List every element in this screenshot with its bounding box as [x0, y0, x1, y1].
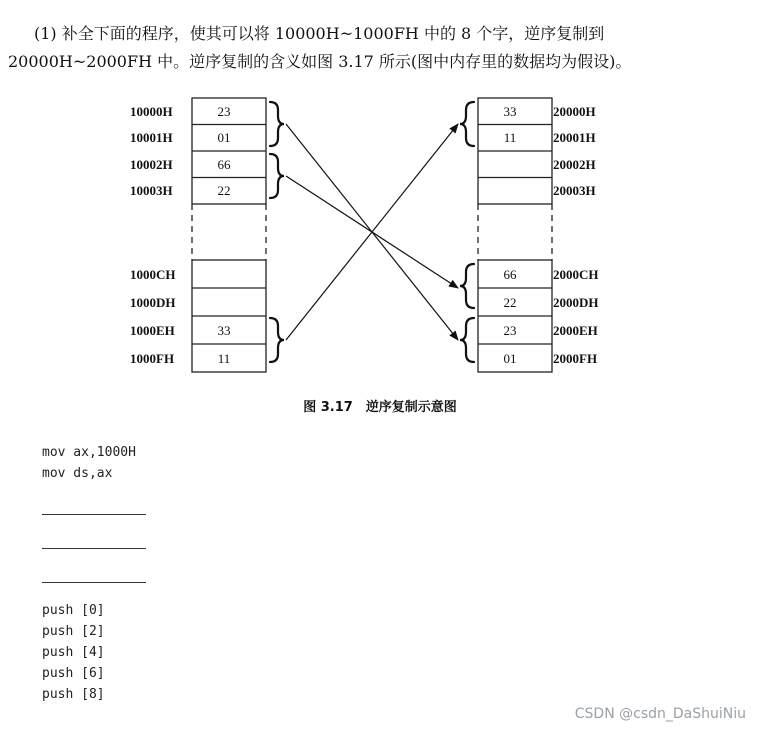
code-line-push: push [0]	[42, 603, 105, 618]
addr-label: 10003H	[130, 183, 173, 198]
addr-label: 20003H	[553, 183, 596, 198]
answer-blank-2[interactable]	[42, 548, 146, 549]
cell-value: 66	[503, 267, 517, 282]
addr-label: 1000FH	[130, 351, 175, 366]
left-address-labels	[130, 104, 176, 366]
addr-label: 20001H	[553, 130, 596, 145]
left-brace-10002	[270, 154, 284, 198]
addr-label: 2000EH	[553, 323, 598, 338]
cell-value: 01	[217, 130, 231, 145]
cell-value: 66	[217, 157, 231, 172]
cell-value: 01	[503, 351, 517, 366]
addr-label: 2000FH	[553, 351, 598, 366]
right-brace-2000E	[460, 318, 474, 362]
problem-line-2: 20000H~2000FH 中。逆序复制的含义如图 3.17 所示(图中内存里的数据均为假设)。	[8, 52, 632, 71]
cell-value: 23	[217, 104, 231, 119]
cell-value: 11	[217, 351, 231, 366]
code-line-push: push [4]	[42, 645, 105, 660]
cell-value: 22	[217, 183, 231, 198]
addr-label: 2000DH	[553, 295, 599, 310]
addr-label: 20000H	[553, 104, 596, 119]
addr-label: 20002H	[553, 157, 596, 172]
problem-line-1: (1) 补全下面的程序，使其可以将 10000H~1000FH 中的 8 个字，逆序复制到	[34, 24, 605, 43]
watermark: CSDN @csdn_DaShuiNiu	[574, 706, 746, 722]
cell-value: 33	[503, 104, 517, 119]
left-brace-10000	[270, 102, 284, 146]
cell-value: 23	[503, 323, 517, 338]
cell-value: 11	[503, 130, 517, 145]
addr-label: 10001H	[130, 130, 173, 145]
addr-label: 1000EH	[130, 323, 175, 338]
addr-label: 10002H	[130, 157, 173, 172]
code-line-mov-ds: mov ds,ax	[42, 466, 113, 481]
right-brace-20000	[460, 102, 474, 146]
cell-value: 22	[503, 295, 517, 310]
code-line-push: push [6]	[42, 666, 105, 681]
figure-caption: 图 3.17 逆序复制示意图	[303, 400, 457, 415]
right-address-labels	[553, 104, 599, 366]
answer-blank-3[interactable]	[42, 582, 146, 583]
addr-label: 1000DH	[130, 295, 176, 310]
addr-label: 1000CH	[130, 267, 176, 282]
code-line-mov-ax: mov ax,1000H	[42, 445, 136, 460]
left-brace-1000E	[270, 318, 284, 362]
code-line-push: push [2]	[42, 624, 105, 639]
right-brace-2000C	[460, 264, 474, 308]
addr-label: 10000H	[130, 104, 173, 119]
cell-value: 33	[217, 323, 231, 338]
answer-blank-1[interactable]	[42, 514, 146, 515]
right-cell-values	[504, 104, 518, 366]
left-cell-values	[218, 104, 232, 366]
addr-label: 2000CH	[553, 267, 599, 282]
code-line-push: push [8]	[42, 687, 105, 702]
